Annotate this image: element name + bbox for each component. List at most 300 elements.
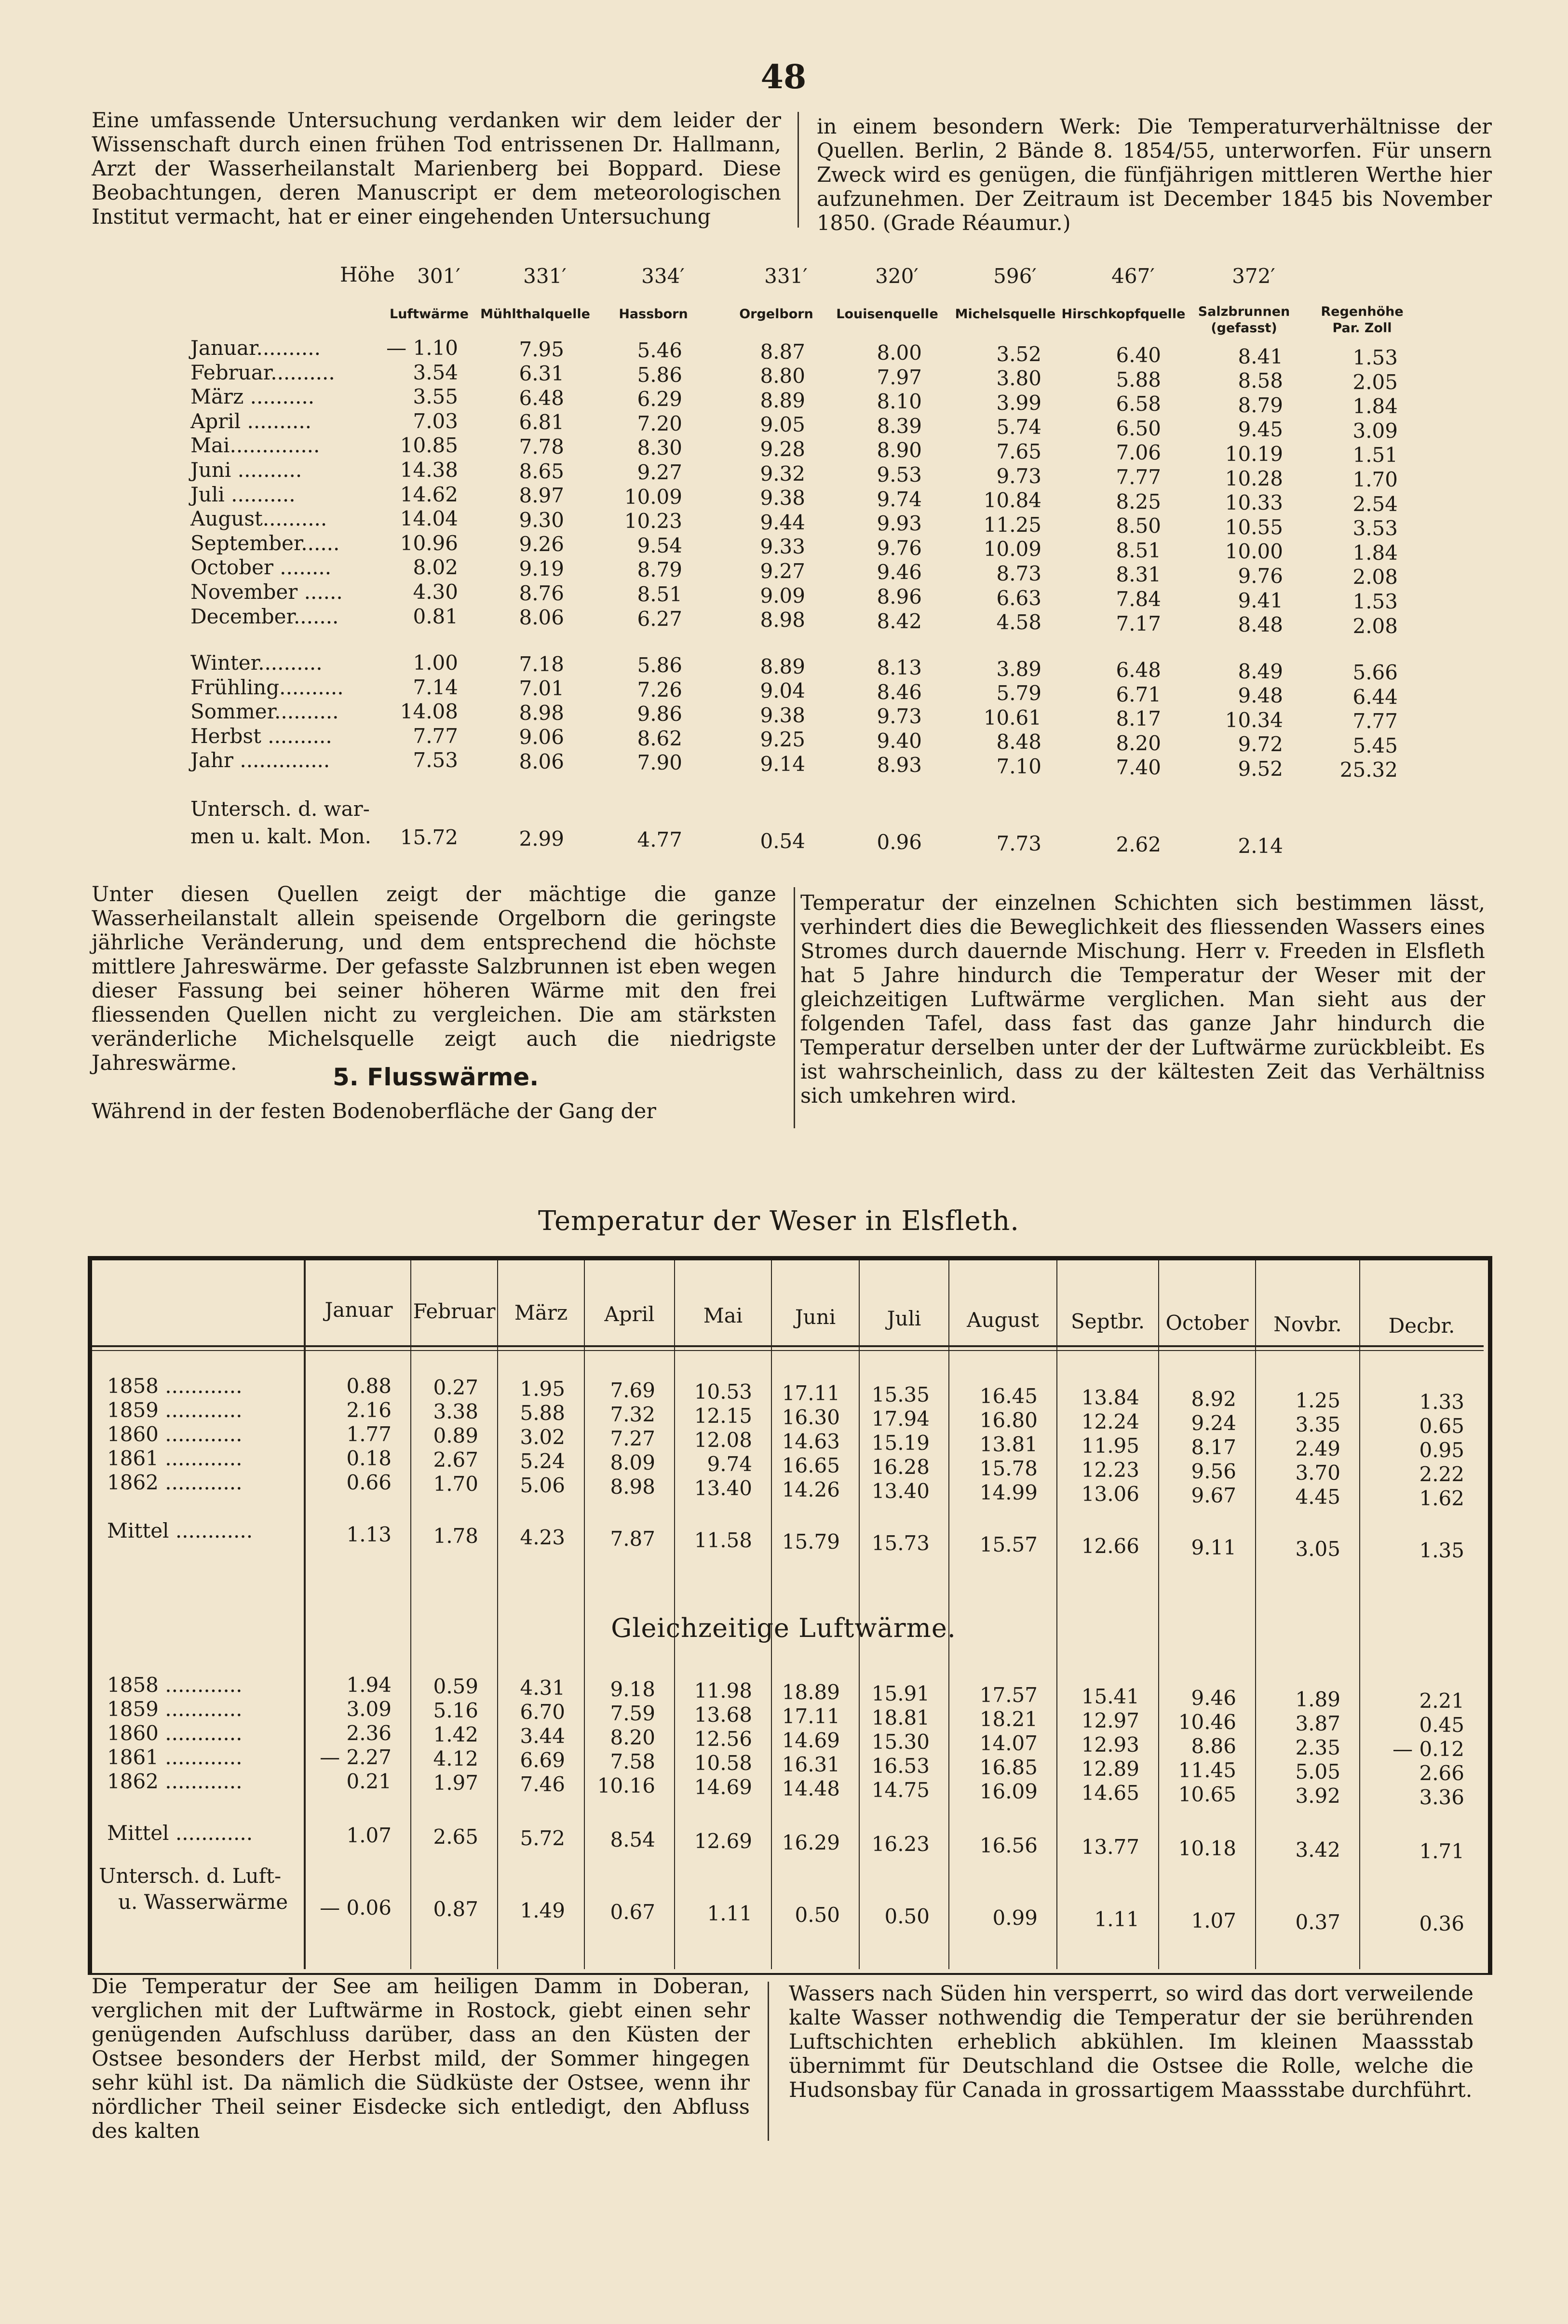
table-cell: 8.31	[1116, 563, 1161, 587]
water-mittel-cell: 7.87	[610, 1527, 655, 1551]
water-cell: 1.77	[346, 1422, 392, 1446]
month-label: November ......	[190, 580, 343, 604]
table-cell: 8.87	[760, 339, 805, 364]
table-cell: 6.63	[996, 586, 1041, 610]
table-cell: 3.53	[1352, 516, 1398, 540]
water-cell: 12.15	[694, 1404, 752, 1428]
table-cell: 6.44	[1352, 685, 1398, 709]
table-cell: 8.06	[519, 749, 564, 773]
water-mittel-cell: 1.13	[346, 1523, 392, 1546]
water-cell: 9.24	[1191, 1411, 1236, 1435]
column-name: Hirschkopfquelle	[1061, 307, 1186, 322]
table-cell: 7.78	[519, 434, 564, 459]
column-name: Michelsquelle	[955, 307, 1056, 322]
table-cell: 2.08	[1352, 565, 1398, 589]
table-cell: 3.89	[996, 657, 1041, 681]
month-header: Mai	[703, 1304, 743, 1327]
table-cell: 6.27	[637, 607, 682, 631]
air-cell: 15.91	[871, 1682, 930, 1705]
month-header: Februar	[413, 1299, 496, 1323]
table-cell: 1.84	[1352, 394, 1398, 419]
water-cell: 0.65	[1419, 1414, 1464, 1438]
table-cell: 10.85	[400, 433, 458, 458]
water-cell: 1.62	[1419, 1486, 1464, 1510]
diff-cell: 1.11	[707, 1902, 752, 1925]
water-cell: 0.18	[346, 1446, 392, 1470]
water-cell: 9.67	[1191, 1484, 1236, 1507]
air-cell: 8.20	[610, 1726, 655, 1749]
column-divider	[794, 887, 795, 1128]
table-cell: 7.20	[637, 411, 682, 435]
table-cell: 14.38	[400, 458, 458, 482]
air-cell: 3.44	[520, 1724, 565, 1748]
water-cell: 16.80	[979, 1408, 1038, 1432]
table-cell: 14.62	[400, 482, 458, 506]
column-divider	[768, 1982, 769, 2141]
table-cell: 9.41	[1238, 588, 1283, 612]
month-label: September......	[190, 531, 340, 555]
diff-cell: 0.50	[795, 1903, 840, 1927]
air-mittel-cell: 1.07	[346, 1824, 392, 1847]
year-label: 1862 ............	[107, 1471, 243, 1494]
air-cell: 10.65	[1178, 1783, 1236, 1806]
water-mittel-cell: 15.57	[979, 1533, 1038, 1556]
water-mittel-cell: 9.11	[1191, 1536, 1236, 1559]
table-cell: 5.86	[637, 363, 682, 387]
water-cell: 2.16	[346, 1398, 392, 1422]
water-cell: 5.88	[520, 1401, 565, 1425]
air-cell: 14.48	[782, 1777, 840, 1800]
air-cell: 11.45	[1178, 1758, 1236, 1782]
table-cell: 6.58	[1116, 392, 1161, 416]
table-cell: 8.50	[1116, 514, 1161, 538]
air-mittel-cell: 5.72	[520, 1826, 565, 1850]
table-cell: 3.55	[413, 385, 458, 409]
table-cell: 7.01	[519, 676, 564, 700]
air-cell: 3.36	[1419, 1785, 1464, 1809]
water-cell: 5.06	[520, 1473, 565, 1497]
air-mittel-cell: 16.23	[871, 1832, 930, 1856]
column-name: Mühlthalquelle	[480, 307, 590, 322]
air-mittel-cell: 16.56	[979, 1834, 1038, 1857]
table-cell: 9.32	[760, 461, 805, 486]
table-cell: 4.58	[996, 610, 1041, 635]
month-header: März	[514, 1301, 568, 1324]
table-cell: 8.20	[1116, 731, 1161, 755]
air-cell: 18.81	[871, 1706, 930, 1729]
table-cell: 10.09	[983, 537, 1041, 561]
air-cell: 16.09	[979, 1780, 1038, 1803]
table-cell: 7.77	[1116, 465, 1161, 489]
column-name: Hassborn	[619, 307, 688, 322]
air-cell: 15.30	[871, 1730, 930, 1754]
table-cell: 8.93	[877, 753, 922, 777]
table-cell: 10.34	[1225, 708, 1283, 732]
table-cell: 6.71	[1116, 682, 1161, 706]
air-cell: 4.12	[433, 1747, 478, 1770]
table-cell: 6.29	[637, 387, 682, 411]
table-cell: 5.66	[1352, 661, 1398, 684]
table-cell: 1.00	[413, 651, 458, 675]
table-cell: 9.72	[1238, 732, 1283, 756]
table-cell: 10.00	[1225, 540, 1283, 564]
column-name: Orgelborn	[739, 307, 813, 322]
air-cell: 10.58	[694, 1751, 752, 1775]
table-cell: 9.40	[877, 729, 922, 753]
table-cell: 7.77	[413, 724, 458, 748]
diff-cell: 0.87	[433, 1897, 478, 1921]
table-cell: 8.89	[760, 388, 805, 412]
column-height: 596′	[993, 264, 1037, 288]
water-cell: 9.56	[1191, 1459, 1236, 1483]
table-cell: 3.99	[996, 391, 1041, 415]
table-cell: 6.48	[519, 386, 564, 410]
water-cell: 8.09	[610, 1451, 655, 1474]
column-divider	[1158, 1260, 1159, 1969]
air-cell: 14.65	[1081, 1781, 1139, 1805]
table-cell: 5.88	[1116, 367, 1161, 392]
table-cell: 14.04	[400, 507, 458, 531]
table-cell: 9.76	[877, 536, 922, 560]
table-cell: 8.79	[637, 558, 682, 582]
year-label: 1859 ............	[107, 1398, 243, 1422]
table-cell: 9.09	[760, 583, 805, 608]
section-heading: 5. Flusswärme.	[333, 1063, 539, 1091]
water-cell: 8.92	[1191, 1387, 1236, 1411]
table-cell: 8.49	[1238, 659, 1283, 683]
air-cell: 14.69	[694, 1775, 752, 1799]
table-cell: 5.45	[1352, 733, 1398, 757]
water-mittel-cell: 4.23	[520, 1526, 565, 1549]
table-cell: 8.48	[996, 730, 1041, 754]
water-cell: 1.95	[520, 1377, 565, 1401]
header-rule	[92, 1345, 1484, 1347]
table-cell: 9.54	[637, 533, 682, 557]
table-cell: 9.28	[760, 437, 805, 461]
mid-right-paragraph: Temperatur der einzelnen Schichten sich bestimmen lässt, verhindert dies die Beweglichkeit des fliessenden Wassers eines Stromes durch dauernde Mischung. Herr v. Freeden in Elsfleth hat 5 Jahre hindurch die Temperatur der Weser mit der gleichzeitigen Luftwärme verglichen. Man sieht aus der folgenden Tafel, dass fast das ganze Jahr hindurch die Temperatur derselben unter der der Luftwärme zurückbleibt. Es ist wahrscheinlich, dass zu der kältesten Zeit das Verhältniss sich umkehren wird.	[800, 891, 1485, 1108]
year-label: 1861 ............	[107, 1745, 243, 1769]
column-height: 372′	[1232, 264, 1275, 288]
table-cell: 2.05	[1352, 370, 1398, 394]
table-cell: 9.25	[760, 728, 805, 751]
air-cell: 2.36	[346, 1721, 392, 1745]
table-cell: 8.10	[877, 390, 922, 414]
table-cell: 8.98	[519, 701, 564, 725]
water-cell: 17.94	[871, 1407, 930, 1431]
table-cell: 2.14	[1238, 834, 1283, 858]
water-mittel-cell: 1.78	[433, 1524, 478, 1548]
season-label: Frühling..........	[190, 675, 344, 699]
water-cell: 10.53	[694, 1380, 752, 1404]
table-cell: 7.65	[996, 439, 1041, 463]
water-cell: 8.98	[610, 1475, 655, 1499]
air-mittel-cell: 1.71	[1419, 1839, 1464, 1863]
air-cell: 14.07	[979, 1731, 1038, 1755]
year-label: 1858 ............	[107, 1374, 243, 1398]
month-label: August..........	[190, 507, 327, 531]
table-cell: 1.84	[1352, 540, 1398, 565]
water-cell: 13.40	[694, 1476, 752, 1500]
table-cell: 7.26	[637, 677, 682, 702]
table-cell: 9.73	[996, 464, 1041, 488]
table-cell: 8.42	[877, 609, 922, 633]
air-cell: 14.75	[871, 1778, 930, 1802]
table-cell: 8.80	[760, 364, 805, 388]
water-cell: 12.23	[1081, 1458, 1139, 1482]
water-cell: 16.30	[782, 1405, 840, 1429]
season-label: Sommer..........	[190, 700, 339, 723]
air-mittel-cell: 10.18	[1178, 1837, 1236, 1860]
table-cell: 6.50	[1116, 416, 1161, 440]
air-cell: 16.31	[782, 1753, 840, 1776]
column-name: Salzbrunnen (gefasst)	[1198, 304, 1290, 336]
column-height: 334′	[641, 264, 685, 288]
table-cell: 7.77	[1352, 709, 1398, 733]
air-subtitle: Gleichzeitige Luftwärme.	[611, 1613, 956, 1643]
table-cell: 8.76	[519, 581, 564, 605]
table-cell: 9.14	[760, 752, 805, 776]
water-cell: 0.66	[346, 1471, 392, 1494]
month-header: Januar	[324, 1298, 393, 1322]
air-cell: 9.46	[1191, 1686, 1236, 1710]
table-cell: 15.72	[400, 825, 458, 849]
diff-cell: 1.11	[1094, 1907, 1139, 1931]
water-cell: 14.63	[782, 1430, 840, 1453]
table-cell: 4.77	[637, 828, 682, 851]
water-cell: 1.33	[1419, 1390, 1464, 1414]
diff-cell: 0.99	[992, 1906, 1038, 1930]
table-cell: 5.74	[996, 415, 1041, 439]
air-cell: 3.92	[1295, 1784, 1340, 1808]
table-cell: 3.52	[996, 342, 1041, 366]
table-cell: — 1.10	[386, 336, 458, 360]
air-mittel-cell: 3.42	[1295, 1838, 1340, 1862]
air-cell: 5.16	[433, 1699, 478, 1722]
table-cell: 8.30	[637, 436, 682, 460]
month-header: Septbr.	[1070, 1310, 1145, 1333]
diff-cell: 0.37	[1295, 1910, 1340, 1934]
air-cell: 4.31	[520, 1676, 565, 1700]
table-cell: 8.58	[1238, 369, 1283, 393]
table-cell: 8.98	[760, 608, 805, 632]
table-cell: 10.19	[1225, 442, 1283, 466]
month-header: August	[967, 1308, 1039, 1332]
month-label: Februar..........	[190, 360, 335, 384]
table-cell: 9.76	[1238, 564, 1283, 588]
air-cell: 0.21	[346, 1770, 392, 1793]
water-cell: 16.45	[979, 1384, 1038, 1408]
table-cell: 8.39	[877, 414, 922, 438]
table-cell: 9.52	[1238, 757, 1283, 781]
air-cell: 18.89	[782, 1680, 840, 1704]
month-label: October ........	[190, 555, 332, 580]
table-cell: 9.27	[637, 460, 682, 484]
table-cell: 5.46	[637, 338, 682, 362]
water-cell: 8.17	[1191, 1435, 1236, 1459]
header-rule-thin	[92, 1350, 1484, 1351]
table-cell: 14.08	[400, 700, 458, 723]
year-label: 1860 ............	[107, 1422, 243, 1446]
table-cell: 7.17	[1116, 611, 1161, 635]
month-header: Juli	[887, 1307, 921, 1330]
year-label: 1862 ............	[107, 1770, 243, 1793]
air-cell: 18.21	[979, 1707, 1038, 1731]
table-cell: 8.65	[519, 459, 564, 483]
mittel-label: Mittel ............	[107, 1821, 253, 1845]
weser-table-title: Temperatur der Weser in Elsfleth.	[538, 1205, 1020, 1237]
table-cell: 9.46	[877, 560, 922, 584]
water-cell: 15.19	[871, 1431, 930, 1455]
year-label: 1860 ............	[107, 1721, 243, 1745]
table-cell: 6.48	[1116, 658, 1161, 682]
table-cell: 7.10	[996, 754, 1041, 778]
season-label: Jahr ..............	[190, 748, 330, 772]
season-label: Winter..........	[190, 651, 323, 675]
month-header: Novbr.	[1273, 1312, 1342, 1336]
air-cell: 6.70	[520, 1700, 565, 1724]
air-mittel-cell: 13.77	[1081, 1835, 1139, 1859]
month-label: März ..........	[190, 385, 315, 409]
table-cell: 7.95	[519, 337, 564, 361]
table-cell: 10.84	[983, 488, 1041, 513]
water-cell: 5.24	[520, 1449, 565, 1473]
column-divider	[1255, 1260, 1256, 1969]
air-cell: 17.11	[782, 1704, 840, 1728]
column-height: 301′	[417, 264, 460, 288]
table-cell: 7.40	[1116, 756, 1161, 779]
water-cell: 12.08	[694, 1428, 752, 1452]
air-cell: — 2.27	[320, 1745, 392, 1769]
table-cell: 1.53	[1352, 346, 1398, 369]
diff-label: Untersch. d. war-	[190, 797, 370, 821]
air-cell: 16.53	[871, 1754, 930, 1778]
table-cell: 9.48	[1238, 684, 1283, 707]
table-cell: 9.93	[877, 512, 922, 536]
table-cell: 9.05	[760, 413, 805, 437]
air-cell: 2.21	[1419, 1689, 1464, 1713]
air-cell: 12.93	[1081, 1733, 1139, 1757]
label-column-divider	[304, 1260, 306, 1969]
table-cell: 1.70	[1352, 468, 1398, 491]
table-cell: 6.81	[519, 410, 564, 434]
table-cell: 7.03	[413, 409, 458, 433]
water-cell: 3.35	[1295, 1413, 1340, 1436]
season-label: Herbst ..........	[190, 724, 332, 748]
water-cell: 0.27	[433, 1376, 478, 1399]
table-cell: 2.54	[1352, 492, 1398, 516]
table-cell: 5.79	[996, 681, 1041, 705]
water-cell: 0.89	[433, 1424, 478, 1447]
table-cell: 2.62	[1116, 833, 1161, 856]
water-cell: 1.70	[433, 1472, 478, 1496]
column-height: 320′	[875, 264, 919, 288]
table-cell: 3.09	[1352, 419, 1398, 443]
water-cell: 15.35	[871, 1383, 930, 1406]
page-number: 48	[760, 58, 807, 96]
table-cell: 8.79	[1238, 393, 1283, 417]
water-cell: 3.38	[433, 1400, 478, 1423]
air-cell: 5.05	[1295, 1760, 1340, 1784]
air-cell: 3.87	[1295, 1712, 1340, 1735]
air-mittel-cell: 16.29	[782, 1831, 840, 1854]
table-cell: 7.18	[519, 652, 564, 676]
water-cell: 13.06	[1081, 1482, 1139, 1506]
month-label: Juli ..........	[190, 482, 296, 506]
air-cell: 10.16	[597, 1774, 655, 1797]
month-header: Juni	[795, 1305, 836, 1329]
month-label: December.......	[190, 604, 339, 628]
water-mittel-cell: 1.35	[1419, 1539, 1464, 1562]
table-cell: 8.00	[877, 341, 922, 365]
column-height: 331′	[523, 264, 567, 288]
table-cell: 9.30	[519, 508, 564, 532]
intro-right-paragraph: in einem besondern Werk: Die Temperaturverhältnisse der Quellen. Berlin, 2 Bände 8. 1854/55, unterworfen. Für unsern Zweck wird es genügen, die fünfjährigen mittleren Werthe hier aufzunehmen. Der Zeitraum ist December 1845 bis November 1850. (Grade Réaumur.)	[817, 115, 1492, 235]
air-cell: 8.86	[1191, 1734, 1236, 1758]
diff-cell: 0.67	[610, 1900, 655, 1924]
air-cell: 13.68	[694, 1703, 752, 1727]
air-cell: 0.59	[433, 1675, 478, 1698]
table-cell: 9.06	[519, 725, 564, 749]
table-cell: 7.14	[413, 675, 458, 699]
water-cell: 7.69	[610, 1378, 655, 1402]
diff-label: u. Wasserwärme	[118, 1890, 288, 1914]
table-cell: 9.19	[519, 556, 564, 581]
height-label: Höhe	[340, 263, 395, 286]
water-cell: 13.84	[1081, 1386, 1139, 1409]
intro-left-paragraph: Eine umfassende Untersuchung verdanken wir dem leider der Wissenschaft durch einen frühen Tod entrissenen Dr. Hallmann, Arzt der Wasserheilanstalt Marienberg bei Boppard. Diese Beobachtungen, deren Manuscript er dem meteorologischen Institut vermacht, hat er einer eingehenden Untersuchung	[92, 108, 781, 229]
air-mittel-cell: 12.69	[694, 1829, 752, 1853]
table-cell: 10.55	[1225, 515, 1283, 539]
air-mittel-cell: 8.54	[610, 1828, 655, 1851]
air-cell: 7.58	[610, 1750, 655, 1773]
table-cell: 10.33	[1225, 491, 1283, 515]
air-cell: 7.46	[520, 1772, 565, 1796]
table-cell: 25.32	[1339, 758, 1398, 782]
table-cell: 5.86	[637, 653, 682, 677]
diff-cell: 0.36	[1419, 1912, 1464, 1935]
table-cell: 6.31	[519, 362, 564, 386]
column-height: 331′	[764, 264, 808, 288]
air-cell: 17.57	[979, 1683, 1038, 1707]
table-cell: 10.23	[624, 509, 682, 533]
table-cell: 10.09	[624, 485, 682, 509]
table-cell: 9.33	[760, 535, 805, 559]
table-cell: 7.53	[413, 748, 458, 772]
air-cell: 0.45	[1419, 1713, 1464, 1737]
water-cell: 2.67	[433, 1448, 478, 1472]
table-cell: 8.97	[519, 484, 564, 508]
water-cell: 9.74	[707, 1452, 752, 1476]
section-paragraph: Während in der festen Bodenoberfläche der Gang der	[92, 1099, 656, 1123]
table-cell: 8.02	[413, 555, 458, 580]
mittel-label: Mittel ............	[107, 1519, 253, 1542]
table-cell: 8.25	[1116, 489, 1161, 513]
table-cell: 10.61	[983, 705, 1041, 730]
water-cell: 14.26	[782, 1478, 840, 1501]
year-label: 1861 ............	[107, 1446, 243, 1470]
table-cell: 3.80	[996, 366, 1041, 391]
column-divider	[1359, 1260, 1360, 1969]
diff-cell: 1.49	[520, 1899, 565, 1922]
table-cell: 7.90	[637, 751, 682, 774]
diff-cell: — 0.06	[320, 1896, 392, 1919]
table-cell: 9.73	[877, 704, 922, 728]
year-label: 1858 ............	[107, 1673, 243, 1697]
water-cell: 13.40	[871, 1479, 930, 1503]
air-cell: 9.18	[610, 1677, 655, 1701]
month-label: Juni ..........	[190, 458, 302, 482]
table-cell: 10.28	[1225, 466, 1283, 490]
